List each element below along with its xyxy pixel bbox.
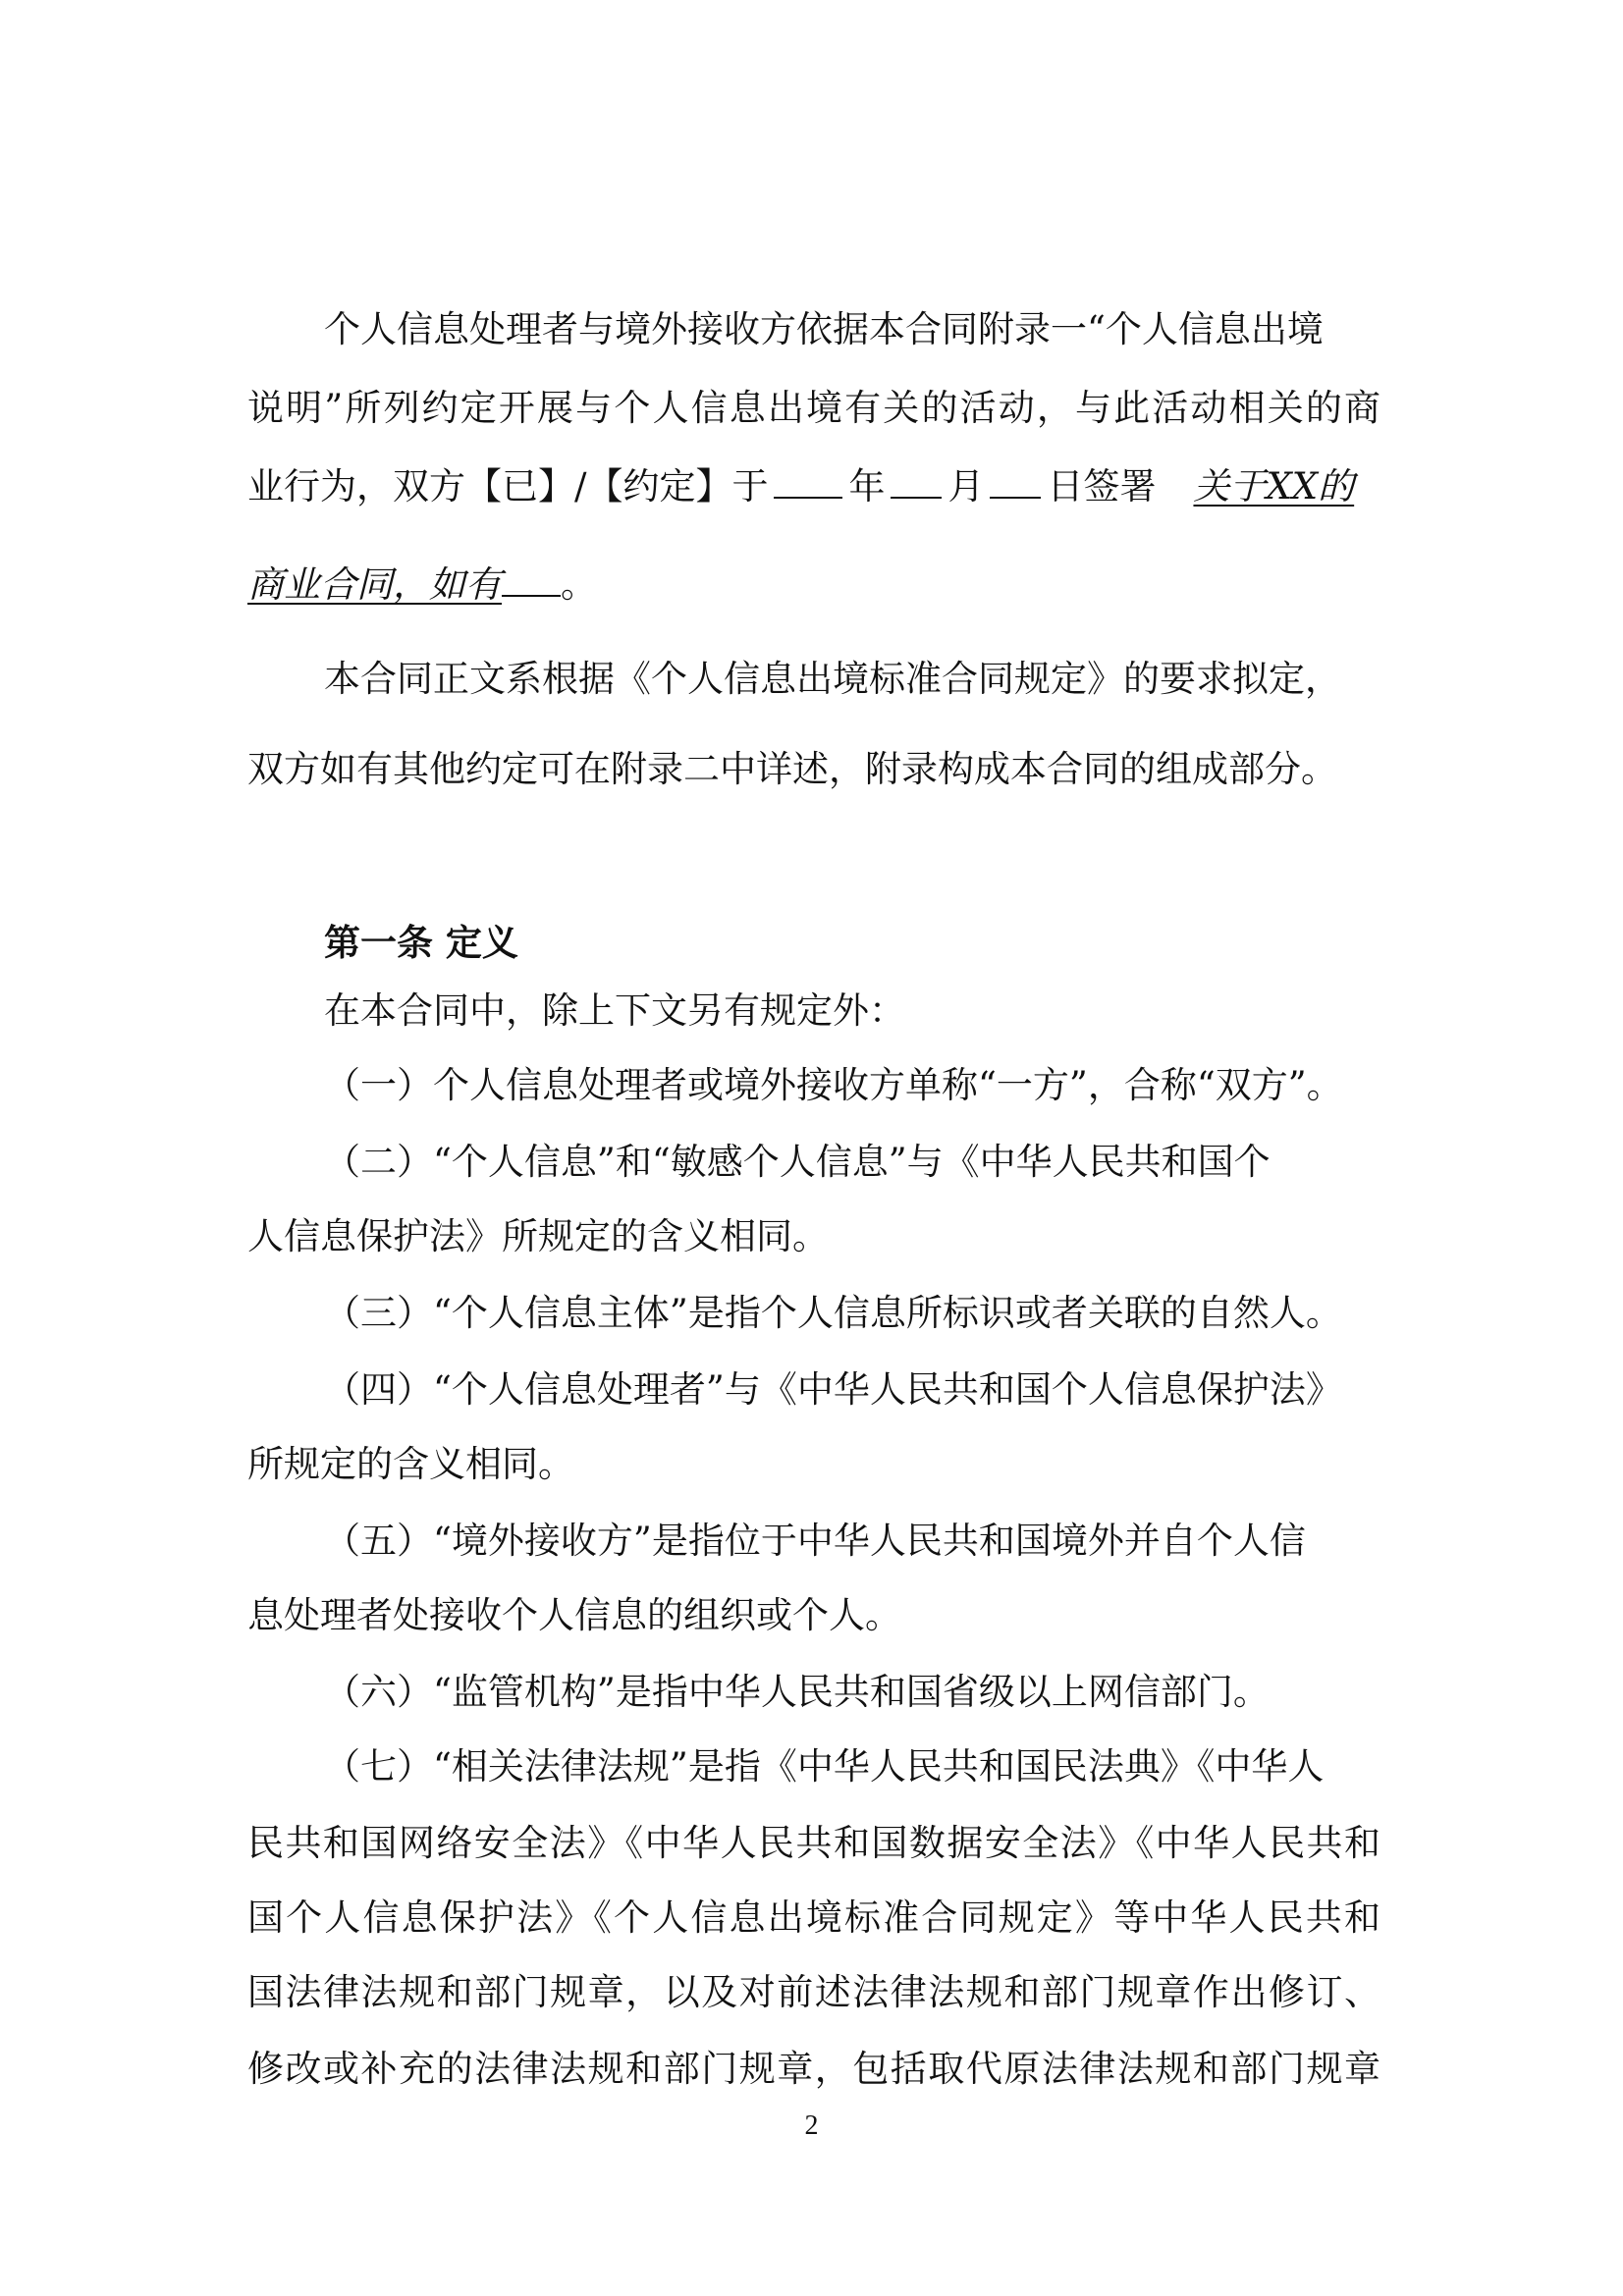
day-blank bbox=[990, 463, 1041, 499]
definition-item-5-line1: （五）“境外接收方”是指位于中华人民共和国境外并自个人信 bbox=[324, 1520, 1306, 1562]
definition-item-2-line1: （二）“个人信息”和“敏感个人信息”与《中华人民共和国个 bbox=[324, 1141, 1271, 1183]
definition-item-5-line2: 息处理者处接收个人信息的组织或个人。 bbox=[247, 1594, 901, 1636]
definition-item-7-line5: 修改或补充的法律法规和部门规章，包括取代原法律法规和部门规章 bbox=[247, 2048, 1380, 2090]
paragraph1-line4 bbox=[247, 561, 597, 609]
contract-name-blank bbox=[502, 561, 561, 597]
paragraph1-line1: 个人信息处理者与境外接收方依据本合同附录一“个人信息出境 bbox=[324, 308, 1324, 350]
contract-name-field: 关于XX的 bbox=[1193, 465, 1355, 507]
paragraph1-line3 bbox=[247, 463, 1354, 510]
month-blank bbox=[891, 463, 942, 499]
article1-intro: 在本合同中，除上下文另有规定外： bbox=[324, 989, 905, 1032]
paragraph1-line3-text: 业行为，双方【已】/【约定】于 bbox=[247, 465, 769, 507]
day-label: 日签署 bbox=[1047, 465, 1157, 507]
month-label: 月 bbox=[947, 465, 985, 507]
definition-item-4-line2: 所规定的含义相同。 bbox=[247, 1443, 574, 1485]
paragraph1-end-punct: 。 bbox=[561, 563, 597, 606]
definition-item-4-line1: （四）“个人信息处理者”与《中华人民共和国个人信息保护法》 bbox=[324, 1368, 1342, 1411]
paragraph2-line1: 本合同正文系根据《个人信息出境标准合同规定》的要求拟定， bbox=[324, 658, 1341, 700]
definition-item-6: （六）“监管机构”是指中华人民共和国省级以上网信部门。 bbox=[324, 1671, 1270, 1713]
definition-item-1: （一）个人信息处理者或境外接收方单称“一方”，合称“双方”。 bbox=[324, 1064, 1343, 1106]
year-label: 年 bbox=[848, 465, 886, 507]
paragraph1-line2: 说明”所列约定开展与个人信息出境有关的活动，与此活动相关的商 bbox=[247, 387, 1380, 429]
definition-item-7-line1: （七）“相关法律法规”是指《中华人民共和国民法典》《中华人 bbox=[324, 1745, 1325, 1788]
paragraph2-line2: 双方如有其他约定可在附录二中详述，附录构成本合同的组成部分。 bbox=[247, 748, 1337, 790]
definition-item-7-line3: 国个人信息保护法》《个人信息出境标准合同规定》等中华人民共和 bbox=[247, 1896, 1380, 1939]
definition-item-3: （三）“个人信息主体”是指个人信息所标识或者关联的自然人。 bbox=[324, 1292, 1342, 1334]
page-number: 2 bbox=[804, 2110, 819, 2141]
definition-item-7-line2: 民共和国网络安全法》《中华人民共和国数据安全法》《中华人民共和 bbox=[247, 1822, 1380, 1864]
definition-item-7-line4: 国法律法规和部门规章，以及对前述法律法规和部门规章作出修订、 bbox=[247, 1971, 1380, 2013]
definition-item-2-line2: 人信息保护法》所规定的含义相同。 bbox=[247, 1215, 829, 1257]
article1-heading: 第一条 定义 bbox=[324, 921, 518, 964]
year-blank bbox=[774, 463, 842, 499]
contract-name-field-continued: 商业合同，如有 bbox=[247, 563, 502, 606]
